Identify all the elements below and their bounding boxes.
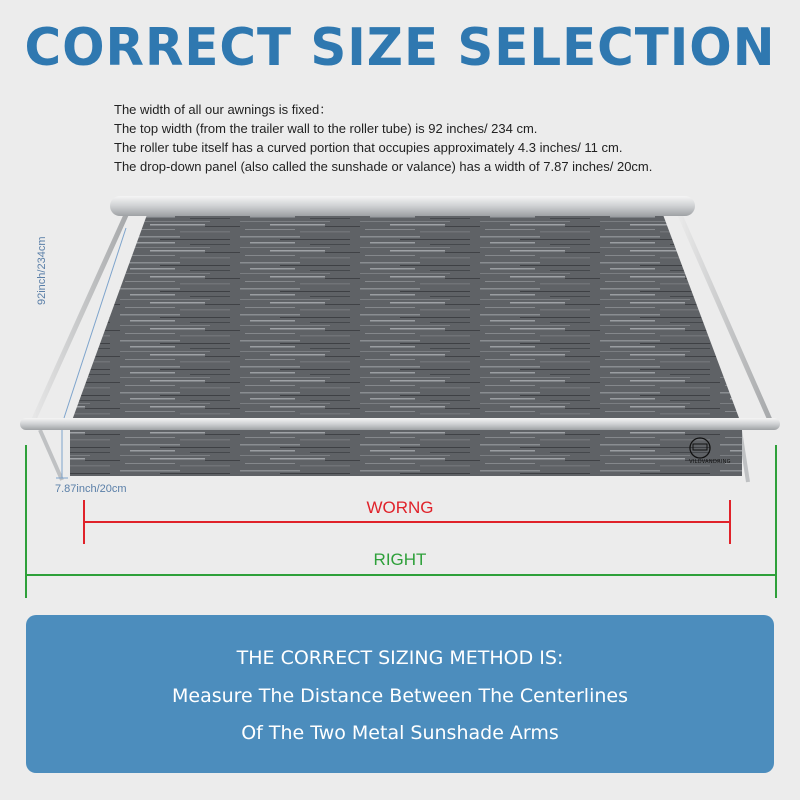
note-line: The top width (from the trailer wall to the roller tube) is 92 inches/ 234 cm.	[114, 121, 538, 136]
valance-panel	[70, 426, 742, 476]
wall-rail	[110, 196, 695, 216]
note-line: The roller tube itself has a curved portion that occupies approximately 4.3 inches/ 11 cm.	[114, 140, 623, 155]
panel-line-1: Measure The Distance Between The Centerlines	[172, 685, 628, 707]
awning-fabric	[70, 212, 742, 426]
top-width-label: 92inch/234cm	[36, 236, 48, 305]
left-support-strut	[40, 430, 62, 480]
note-line: The drop-down panel (also called the sunshade or valance) has a width of 7.87 inches/ 20cm.	[114, 159, 653, 174]
brand-label: VILDVANDRING	[689, 459, 731, 465]
note-line: The width of all our awnings is fixed：	[114, 102, 333, 117]
valance-width-label: 7.87inch/20cm	[55, 483, 127, 495]
page-title: CORRECT SIZE SELECTION	[24, 18, 776, 78]
right-label: RIGHT	[373, 550, 427, 569]
wrong-label: WORNG	[366, 498, 434, 517]
sizing-method-panel	[26, 615, 774, 773]
panel-line-2: Of The Two Metal Sunshade Arms	[241, 722, 559, 744]
roller-tube	[20, 418, 780, 430]
panel-heading: THE CORRECT SIZING METHOD IS:	[236, 647, 564, 669]
